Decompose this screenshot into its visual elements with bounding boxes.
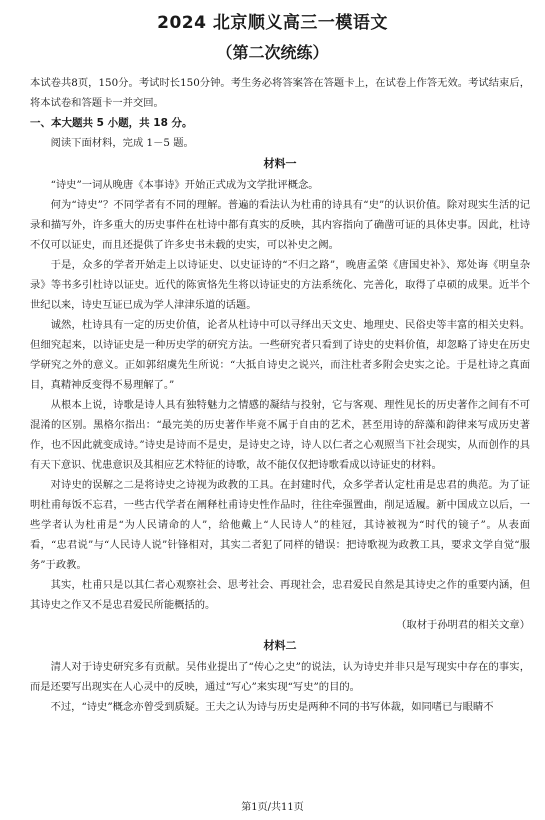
paragraph: 对诗史的误解之二是将诗史之诗视为政教的工具。在封建时代，众多学者认定杜甫是忠君的典范。为了证明杜甫每饭不忘君，一些古代学者在阐释杜甫诗史性作品时，往往牵强置曲，削足适履。新中国成立以后，一些学者认为杜甫是“为人民请命的人”，给他戴上“人民诗人”的桂冠，其诗被视为“时代的镜子”。从表面看，“忠君说”与“人民诗人说”针锋相对，其实二者犯了同样的错误：把诗歌视为政教工具，要求文学自觉“服务”于政教。 (30, 479, 530, 571)
paragraph: 何为“诗史”？不同学者有不同的理解。普遍的看法认为杜甫的诗具有“史”的认识价值。除对现实生活的记录和描写外，许多重大的历史事件在杜诗中都有真实的反映，其内容指向了确凿可证的具体史事。因此，杜诗不仅可以证史，而且还提供了许多史书未载的史实，可以补史之阙。 (30, 199, 530, 251)
reading-instruction: 阅读下面材料，完成 1－5 题。 (50, 137, 194, 149)
paragraph: 其实，杜甫只是以其仁者心观察社会、思考社会、再现社会，忠君爱民自然是其诗史之作的重要内涵，但其诗史之作又不是忠君爱民所能概括的。 (30, 579, 530, 611)
paragraph: 清人对于诗史研究多有贡献。吴伟业提出了“传心之史”的说法，认为诗史并非只是写现实中存在的事实，而是还要写出现实在人心灵中的反映，通过“写心”来实现“写史”的目的。 (30, 661, 530, 693)
material-two-heading: 材料二 (263, 639, 297, 652)
paragraph: 从根本上说，诗歌是诗人具有独特魅力之情感的凝结与投射，它与客观、理性见长的历史著作之间有不可混淆的区别。黑格尔指出：“最完美的历史著作毕竟不属于自由的艺术，甚至用诗的辞藻和韵律来写成历史著作，也不因此就变成诗。”诗史是诗而不是史，是诗史之诗，诗人以仁者之心观照当下社会现实，从而创作的具有天下意识、忧患意识及其相应艺术特征的诗歌，故不能仅仅把诗歌看成以诗证史的材料。 (30, 399, 530, 471)
paragraph: 诚然，杜诗具有一定的历史价值，论者从杜诗中可以寻绎出天文史、地理史、民俗史等丰富的相关史料。但细究起来，以诗证史是一种历史学的研究方法。一些研究者只看到了诗史的史料价值，却忽略了诗史在历史学研究之外的意义。正如郭绍虞先生所说：“大抵自诗史之说兴，而注杜者多附会史实之论。于是杜诗之真面目，真精神反变得不易理解了。” (30, 319, 530, 391)
source-note: （取材于孙明君的相关文章） (396, 619, 530, 631)
material-one-heading: 材料一 (263, 157, 297, 170)
page-number: 第1页/共11页 (241, 802, 304, 813)
document-body (30, 73, 530, 717)
document-title: 2024 北京顺义高三一模语文 (157, 13, 388, 33)
paragraph: 不过，“诗史”概念亦曾受到质疑。王夫之认为诗与历史是两种不同的书写体裁，如同嗜已与眼睛不 (50, 701, 494, 713)
section-heading: 一、本大题共 5 小题，共 18 分。 (30, 117, 193, 129)
exam-intro: 本试卷共8页，150分。考试时长150分钟。考生务必将答案答在答题卡上，在试卷上作答无效。考试结束后，将本试卷和答题卡一并交回。 (30, 77, 530, 109)
document-subtitle: （第二次统练） (216, 43, 329, 62)
paragraph: “诗史”一词从晚唐《本事诗》开始正式成为文学批评概念。 (50, 179, 319, 191)
paragraph: 于是，众多的学者开始走上以诗证史、以史证诗的“不归之路”，晚唐孟棨《唐国史补》、郑处诲《明皇杂录》等书多引杜诗以证史。近代的陈寅恪先生将以诗证史的方法系统化、完善化，取得了卓硕的成果。近半个世纪以来，诗史互证已成为学人津津乐道的话题。 (30, 259, 530, 311)
